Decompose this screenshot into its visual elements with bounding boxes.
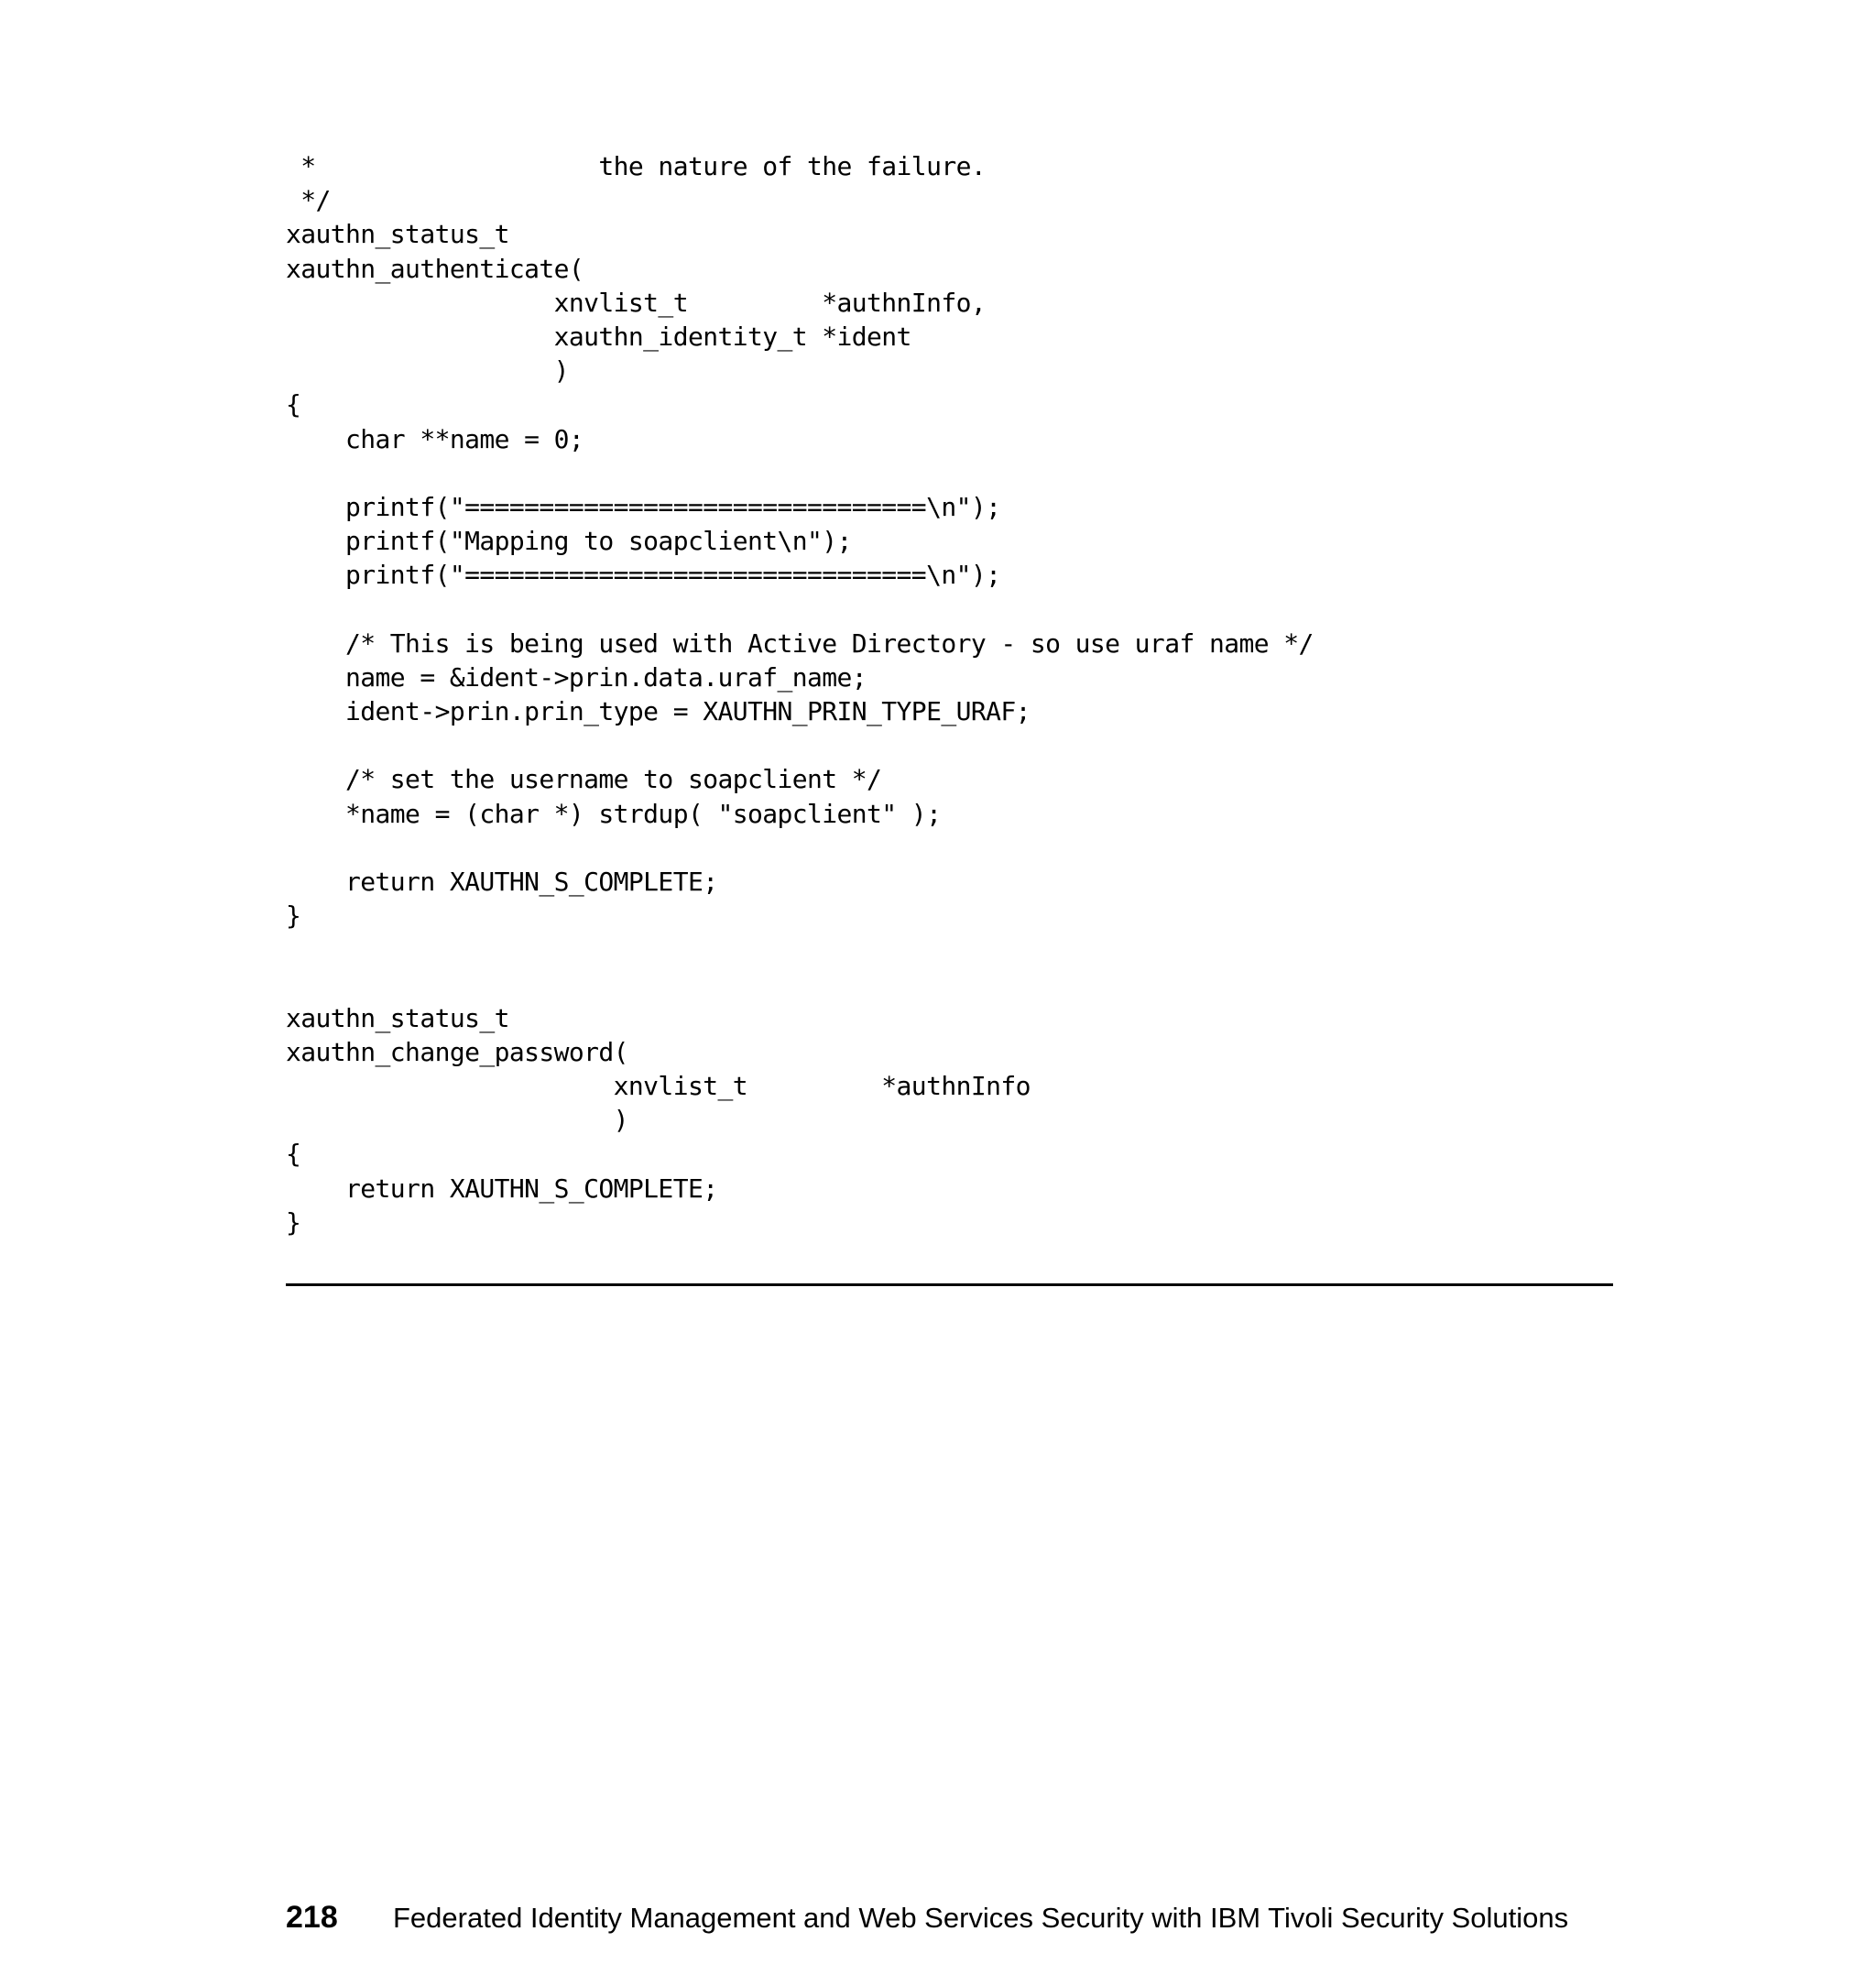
code-line: xauthn_change_password( bbox=[286, 1036, 628, 1067]
page-footer bbox=[286, 1900, 1568, 1936]
code-line: */ bbox=[286, 185, 331, 216]
code-line: ) bbox=[286, 355, 569, 387]
code-line bbox=[286, 728, 1314, 762]
code-line bbox=[286, 933, 1314, 966]
code-line: printf("Mapping to soapclient\n"); bbox=[286, 526, 852, 557]
code-line: { bbox=[286, 1139, 301, 1170]
code-line: xauthn_status_t bbox=[286, 219, 509, 250]
listing-end-rule bbox=[286, 1283, 1613, 1286]
code-line: xauthn_identity_t *ident bbox=[286, 321, 911, 352]
code-line bbox=[286, 831, 1314, 865]
code-line: { bbox=[286, 389, 301, 420]
code-line: /* This is being used with Active Directory - so use uraf name */ bbox=[286, 627, 1314, 659]
code-line: } bbox=[286, 1206, 301, 1238]
code-line: *name = (char *) strdup( "soapclient" ); bbox=[286, 798, 942, 829]
code-line: xnvlist_t *authnInfo bbox=[286, 1071, 1031, 1102]
code-line: } bbox=[286, 900, 301, 932]
code-line: return XAUTHN_S_COMPLETE; bbox=[286, 1173, 718, 1204]
code-line: printf("===============================\n"); bbox=[286, 560, 1001, 591]
book-title: Federated Identity Management and Web Services Security with IBM Tivoli Security Solutions bbox=[393, 1902, 1569, 1934]
code-line: printf("===============================\n"); bbox=[286, 491, 1001, 522]
code-line: ident->prin.prin_type = XAUTHN_PRIN_TYPE_URAF; bbox=[286, 696, 1031, 726]
code-line: xauthn_authenticate( bbox=[286, 253, 584, 284]
page-number: 218 bbox=[286, 1900, 338, 1935]
code-line bbox=[286, 592, 1314, 626]
code-line: * the nature of the failure. bbox=[286, 151, 987, 181]
code-line: return XAUTHN_S_COMPLETE; bbox=[286, 866, 718, 897]
code-line: xauthn_status_t bbox=[286, 1002, 509, 1033]
code-line: xnvlist_t *authnInfo, bbox=[286, 287, 987, 318]
code-line: /* set the username to soapclient */ bbox=[286, 764, 882, 795]
code-listing bbox=[286, 149, 1314, 1239]
code-line bbox=[286, 456, 1314, 490]
code-line: name = &ident->prin.data.uraf_name; bbox=[286, 661, 867, 693]
code-line bbox=[286, 967, 1314, 1001]
code-line: ) bbox=[286, 1105, 628, 1136]
code-line: char **name = 0; bbox=[286, 423, 584, 454]
